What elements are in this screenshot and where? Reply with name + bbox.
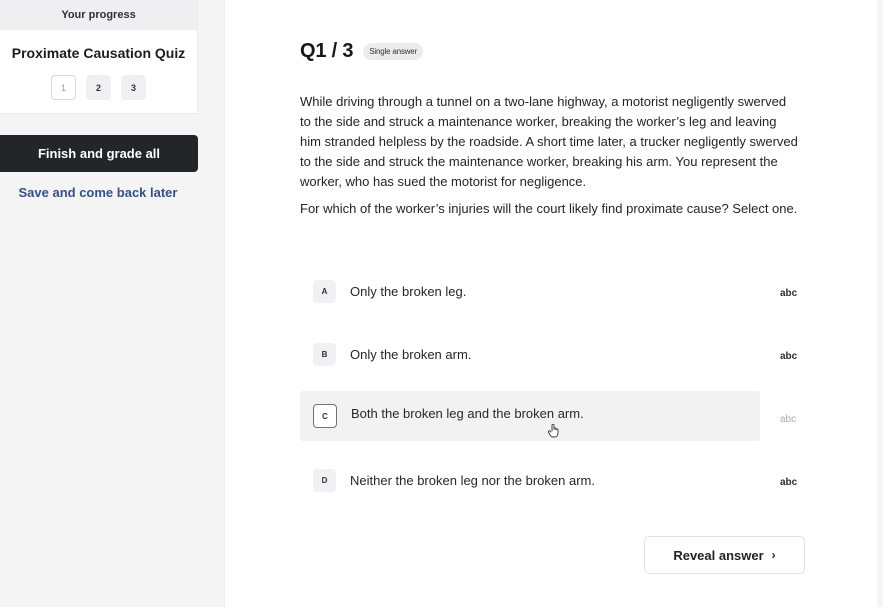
sidebar xyxy=(0,0,203,607)
option-d-strike-toggle[interactable]: abc xyxy=(780,477,798,488)
option-letter: B xyxy=(313,343,336,366)
question-counter: Q1 / 3 xyxy=(300,40,354,62)
option-c-strike-toggle[interactable]: abc xyxy=(780,414,797,425)
option-text: Both the broken leg and the broken arm. xyxy=(351,405,584,421)
question-header xyxy=(300,40,423,63)
option-a[interactable] xyxy=(300,273,760,323)
finish-and-grade-button[interactable]: Finish and grade all xyxy=(0,135,198,172)
question-nav-item-3[interactable]: 3 xyxy=(121,75,146,100)
answer-type-badge: Single answer xyxy=(363,43,423,60)
question-nav-item-2[interactable]: 2 xyxy=(86,75,111,100)
question-text: While driving through a tunnel on a two-lane highway, a motorist negligently swerved to the side and struck a maintenance worker, breaking the worker’s leg and leaving him stranded helpless by the roadside. A short time later, a trucker negligently swerved to the side and struck the maintenance worker, breaking his arm. You represent the worker, who has sued the motorist for negligence. xyxy=(300,94,798,189)
progress-header: Your progress xyxy=(0,0,197,30)
question-nav xyxy=(0,75,197,100)
hand-pointer-icon xyxy=(548,424,560,438)
option-a-strike-toggle[interactable]: abc xyxy=(780,288,798,299)
progress-card xyxy=(0,0,198,114)
reveal-answer-button[interactable] xyxy=(644,536,805,574)
question-prompt: For which of the worker’s injuries will the court likely find proximate cause? Select one. xyxy=(300,201,798,216)
option-letter: A xyxy=(313,280,336,303)
option-b-strike-toggle[interactable]: abc xyxy=(780,351,798,362)
save-and-come-back-link[interactable]: Save and come back later xyxy=(18,185,178,200)
option-text: Neither the broken leg nor the broken arm. xyxy=(350,472,595,488)
chevron-right-icon: › xyxy=(771,548,776,562)
option-b[interactable] xyxy=(300,336,760,386)
option-letter: D xyxy=(313,469,336,492)
option-d[interactable] xyxy=(300,462,760,512)
option-text: Only the broken arm. xyxy=(350,346,472,362)
question-nav-item-1[interactable]: 1 xyxy=(51,75,76,100)
quiz-title: Proximate Causation Quiz xyxy=(11,45,186,61)
option-letter: C xyxy=(313,404,337,428)
option-c[interactable] xyxy=(300,391,760,441)
question-panel xyxy=(224,0,877,607)
reveal-answer-label: Reveal answer xyxy=(673,547,764,563)
option-text: Only the broken leg. xyxy=(350,283,467,299)
